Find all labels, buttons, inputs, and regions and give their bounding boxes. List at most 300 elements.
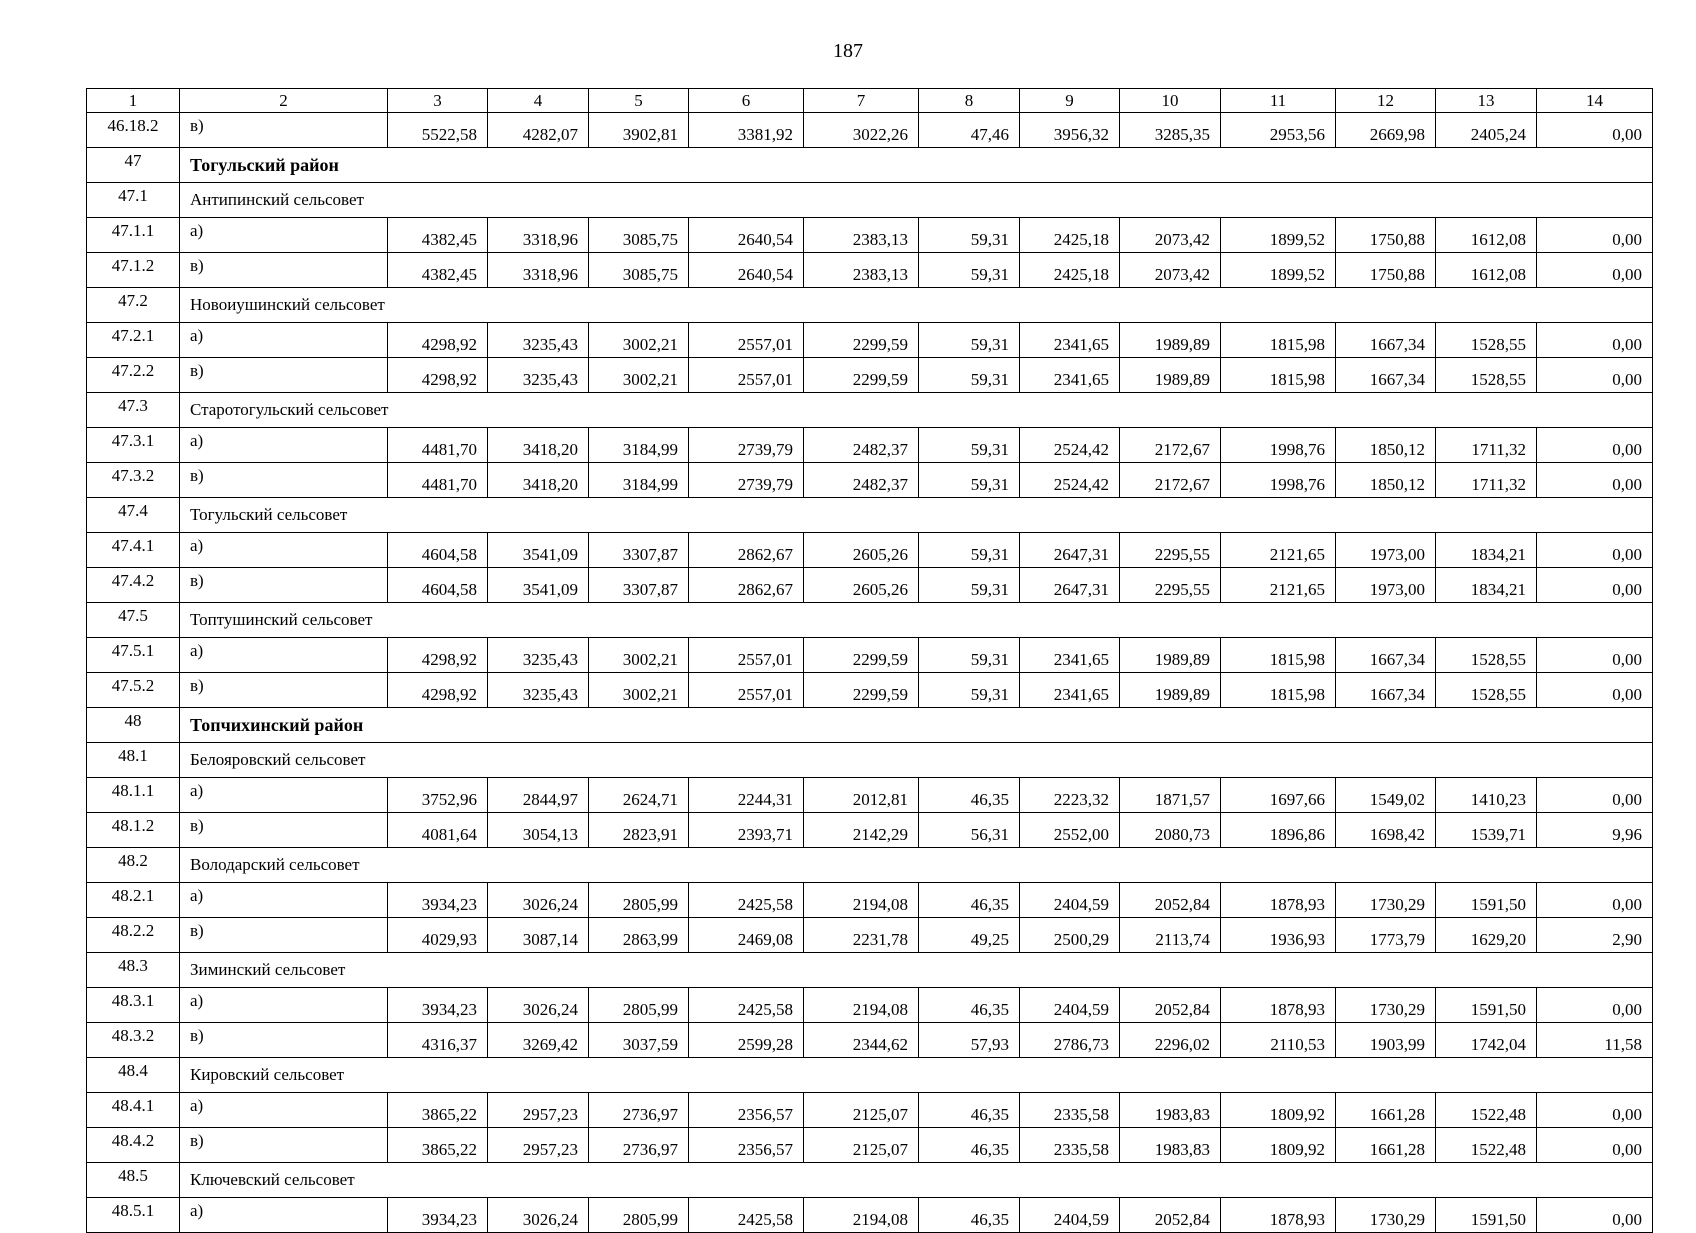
group-row xyxy=(87,498,1653,533)
value-cell: 3934,23 xyxy=(388,1198,488,1233)
value-cell: 3752,96 xyxy=(388,778,488,813)
value-cell: 2862,67 xyxy=(689,533,804,568)
value-cell: 4382,45 xyxy=(388,253,488,288)
value-cell: 1973,00 xyxy=(1336,568,1436,603)
header-cell: 3 xyxy=(388,89,488,113)
value-cell: 3285,35 xyxy=(1120,113,1221,148)
group-row xyxy=(87,393,1653,428)
value-cell: 46,35 xyxy=(919,1093,1020,1128)
value-cell: 1896,86 xyxy=(1221,813,1336,848)
value-cell: 2356,57 xyxy=(689,1093,804,1128)
row-number: 47.1.1 xyxy=(87,218,180,253)
value-cell: 1809,92 xyxy=(1221,1128,1336,1163)
value-cell: 3026,24 xyxy=(488,883,589,918)
table-row xyxy=(87,323,1653,358)
value-cell: 2244,31 xyxy=(689,778,804,813)
header-cell: 13 xyxy=(1436,89,1537,113)
value-cell: 1629,20 xyxy=(1436,918,1537,953)
value-cell: 1899,52 xyxy=(1221,218,1336,253)
value-cell: 2805,99 xyxy=(589,883,689,918)
value-cell: 3269,42 xyxy=(488,1023,589,1058)
council-title: Зиминский сельсовет xyxy=(180,953,1653,988)
row-number: 47.2.1 xyxy=(87,323,180,358)
value-cell: 2823,91 xyxy=(589,813,689,848)
row-letter: в) xyxy=(180,463,388,498)
value-cell: 3235,43 xyxy=(488,638,589,673)
value-cell: 2482,37 xyxy=(804,463,919,498)
value-cell: 2080,73 xyxy=(1120,813,1221,848)
row-number: 48.3 xyxy=(87,953,180,988)
district-title: Тогульский район xyxy=(180,148,1653,183)
row-number: 47.5 xyxy=(87,603,180,638)
value-cell: 9,96 xyxy=(1537,813,1653,848)
value-cell: 3902,81 xyxy=(589,113,689,148)
value-cell: 2172,67 xyxy=(1120,428,1221,463)
row-number: 48.2.1 xyxy=(87,883,180,918)
value-cell: 2425,58 xyxy=(689,1198,804,1233)
table-row xyxy=(87,1198,1653,1233)
value-cell: 1815,98 xyxy=(1221,323,1336,358)
row-number: 47.1 xyxy=(87,183,180,218)
header-cell: 12 xyxy=(1336,89,1436,113)
value-cell: 1549,02 xyxy=(1336,778,1436,813)
value-cell: 2194,08 xyxy=(804,883,919,918)
value-cell: 2739,79 xyxy=(689,428,804,463)
value-cell: 4081,64 xyxy=(388,813,488,848)
table-row xyxy=(87,778,1653,813)
value-cell: 2052,84 xyxy=(1120,988,1221,1023)
row-letter: в) xyxy=(180,253,388,288)
table-row xyxy=(87,883,1653,918)
value-cell: 3026,24 xyxy=(488,1198,589,1233)
value-cell: 2295,55 xyxy=(1120,568,1221,603)
value-cell: 3235,43 xyxy=(488,358,589,393)
value-cell: 1730,29 xyxy=(1336,988,1436,1023)
row-number: 47.4.1 xyxy=(87,533,180,568)
value-cell: 4282,07 xyxy=(488,113,589,148)
group-row xyxy=(87,148,1653,183)
value-cell: 1989,89 xyxy=(1120,638,1221,673)
value-cell: 2299,59 xyxy=(804,323,919,358)
value-cell: 1834,21 xyxy=(1436,568,1537,603)
value-cell: 1539,71 xyxy=(1436,813,1537,848)
row-letter: в) xyxy=(180,813,388,848)
value-cell: 2299,59 xyxy=(804,638,919,673)
value-cell: 59,31 xyxy=(919,463,1020,498)
row-letter: в) xyxy=(180,358,388,393)
value-cell: 0,00 xyxy=(1537,323,1653,358)
table-row xyxy=(87,1023,1653,1058)
group-row xyxy=(87,603,1653,638)
value-cell: 0,00 xyxy=(1537,568,1653,603)
row-number: 47.2 xyxy=(87,288,180,323)
value-cell: 1871,57 xyxy=(1120,778,1221,813)
value-cell: 4481,70 xyxy=(388,428,488,463)
header-cell: 8 xyxy=(919,89,1020,113)
value-cell: 3085,75 xyxy=(589,253,689,288)
value-cell: 2739,79 xyxy=(689,463,804,498)
header-cell: 6 xyxy=(689,89,804,113)
value-cell: 1612,08 xyxy=(1436,253,1537,288)
value-cell: 46,35 xyxy=(919,1128,1020,1163)
value-cell: 1711,32 xyxy=(1436,428,1537,463)
header-cell: 4 xyxy=(488,89,589,113)
value-cell: 2482,37 xyxy=(804,428,919,463)
council-title: Белояровский сельсовет xyxy=(180,743,1653,778)
page-number: 187 xyxy=(833,40,863,62)
value-cell: 1899,52 xyxy=(1221,253,1336,288)
value-cell: 4481,70 xyxy=(388,463,488,498)
value-cell: 2194,08 xyxy=(804,1198,919,1233)
value-cell: 2404,59 xyxy=(1020,1198,1120,1233)
value-cell: 1667,34 xyxy=(1336,358,1436,393)
row-letter: в) xyxy=(180,568,388,603)
value-cell: 2295,55 xyxy=(1120,533,1221,568)
row-number: 48 xyxy=(87,708,180,743)
value-cell: 59,31 xyxy=(919,218,1020,253)
value-cell: 3184,99 xyxy=(589,428,689,463)
value-cell: 2344,62 xyxy=(804,1023,919,1058)
value-cell: 3865,22 xyxy=(388,1128,488,1163)
header-cell: 11 xyxy=(1221,89,1336,113)
group-row xyxy=(87,743,1653,778)
value-cell: 3418,20 xyxy=(488,463,589,498)
value-cell: 2404,59 xyxy=(1020,883,1120,918)
value-cell: 3054,13 xyxy=(488,813,589,848)
value-cell: 2605,26 xyxy=(804,533,919,568)
value-cell: 2,90 xyxy=(1537,918,1653,953)
value-cell: 2736,97 xyxy=(589,1093,689,1128)
group-row xyxy=(87,848,1653,883)
value-cell: 3934,23 xyxy=(388,883,488,918)
value-cell: 3381,92 xyxy=(689,113,804,148)
value-cell: 59,31 xyxy=(919,253,1020,288)
value-cell: 46,35 xyxy=(919,1198,1020,1233)
value-cell: 1998,76 xyxy=(1221,463,1336,498)
value-cell: 59,31 xyxy=(919,568,1020,603)
value-cell: 1878,93 xyxy=(1221,1198,1336,1233)
value-cell: 49,25 xyxy=(919,918,1020,953)
value-cell: 3307,87 xyxy=(589,533,689,568)
value-cell: 0,00 xyxy=(1537,1093,1653,1128)
group-row xyxy=(87,1163,1653,1198)
table-row xyxy=(87,988,1653,1023)
value-cell: 0,00 xyxy=(1537,883,1653,918)
value-cell: 1989,89 xyxy=(1120,673,1221,708)
value-cell: 59,31 xyxy=(919,323,1020,358)
table-row xyxy=(87,568,1653,603)
district-title: Топчихинский район xyxy=(180,708,1653,743)
row-number: 47.1.2 xyxy=(87,253,180,288)
value-cell: 2552,00 xyxy=(1020,813,1120,848)
value-cell: 3085,75 xyxy=(589,218,689,253)
value-cell: 2194,08 xyxy=(804,988,919,1023)
value-cell: 2231,78 xyxy=(804,918,919,953)
row-number: 47.5.2 xyxy=(87,673,180,708)
row-letter: а) xyxy=(180,533,388,568)
value-cell: 59,31 xyxy=(919,428,1020,463)
value-cell: 0,00 xyxy=(1537,358,1653,393)
council-title: Тогульский сельсовет xyxy=(180,498,1653,533)
value-cell: 2957,23 xyxy=(488,1128,589,1163)
value-cell: 3002,21 xyxy=(589,358,689,393)
value-cell: 4298,92 xyxy=(388,358,488,393)
value-cell: 1661,28 xyxy=(1336,1093,1436,1128)
row-letter: в) xyxy=(180,1128,388,1163)
table-row xyxy=(87,253,1653,288)
row-letter: в) xyxy=(180,673,388,708)
value-cell: 1750,88 xyxy=(1336,218,1436,253)
value-cell: 1667,34 xyxy=(1336,323,1436,358)
value-cell: 1528,55 xyxy=(1436,358,1537,393)
value-cell: 2805,99 xyxy=(589,1198,689,1233)
value-cell: 3026,24 xyxy=(488,988,589,1023)
value-cell: 2862,67 xyxy=(689,568,804,603)
value-cell: 1591,50 xyxy=(1436,988,1537,1023)
value-cell: 1850,12 xyxy=(1336,428,1436,463)
value-cell: 1989,89 xyxy=(1120,358,1221,393)
group-row xyxy=(87,708,1653,743)
row-letter: а) xyxy=(180,988,388,1023)
value-cell: 5522,58 xyxy=(388,113,488,148)
value-cell: 2335,58 xyxy=(1020,1093,1120,1128)
row-letter: а) xyxy=(180,778,388,813)
value-cell: 2341,65 xyxy=(1020,638,1120,673)
value-cell: 4029,93 xyxy=(388,918,488,953)
value-cell: 2500,29 xyxy=(1020,918,1120,953)
value-cell: 3002,21 xyxy=(589,323,689,358)
value-cell: 2557,01 xyxy=(689,673,804,708)
row-letter: в) xyxy=(180,1023,388,1058)
value-cell: 1730,29 xyxy=(1336,883,1436,918)
value-cell: 2125,07 xyxy=(804,1093,919,1128)
value-cell: 1661,28 xyxy=(1336,1128,1436,1163)
value-cell: 1983,83 xyxy=(1120,1093,1221,1128)
value-cell: 0,00 xyxy=(1537,428,1653,463)
value-cell: 1591,50 xyxy=(1436,1198,1537,1233)
value-cell: 46,35 xyxy=(919,988,1020,1023)
value-cell: 2599,28 xyxy=(689,1023,804,1058)
value-cell: 2786,73 xyxy=(1020,1023,1120,1058)
value-cell: 2624,71 xyxy=(589,778,689,813)
value-cell: 3087,14 xyxy=(488,918,589,953)
value-cell: 2557,01 xyxy=(689,638,804,673)
value-cell: 2335,58 xyxy=(1020,1128,1120,1163)
row-letter: а) xyxy=(180,883,388,918)
group-row xyxy=(87,288,1653,323)
value-cell: 0,00 xyxy=(1537,533,1653,568)
value-cell: 2425,18 xyxy=(1020,253,1120,288)
row-letter: а) xyxy=(180,1093,388,1128)
value-cell: 2805,99 xyxy=(589,988,689,1023)
value-cell: 1667,34 xyxy=(1336,638,1436,673)
value-cell: 3541,09 xyxy=(488,568,589,603)
header-cell: 2 xyxy=(180,89,388,113)
table-row xyxy=(87,113,1653,148)
council-title: Старотогульский сельсовет xyxy=(180,393,1653,428)
table-body xyxy=(87,89,1653,1233)
value-cell: 2121,65 xyxy=(1221,533,1336,568)
value-cell: 1410,23 xyxy=(1436,778,1537,813)
row-number: 48.1 xyxy=(87,743,180,778)
value-cell: 2736,97 xyxy=(589,1128,689,1163)
council-title: Ключевский сельсовет xyxy=(180,1163,1653,1198)
value-cell: 2113,74 xyxy=(1120,918,1221,953)
header-cell: 14 xyxy=(1537,89,1653,113)
value-cell: 0,00 xyxy=(1537,638,1653,673)
value-cell: 2404,59 xyxy=(1020,988,1120,1023)
row-letter: в) xyxy=(180,113,388,148)
group-row xyxy=(87,1058,1653,1093)
value-cell: 3541,09 xyxy=(488,533,589,568)
table-row xyxy=(87,918,1653,953)
table-row xyxy=(87,463,1653,498)
value-cell: 59,31 xyxy=(919,533,1020,568)
value-cell: 1973,00 xyxy=(1336,533,1436,568)
value-cell: 3022,26 xyxy=(804,113,919,148)
value-cell: 3184,99 xyxy=(589,463,689,498)
row-number: 47.3.1 xyxy=(87,428,180,463)
value-cell: 2012,81 xyxy=(804,778,919,813)
header-row xyxy=(87,89,1653,113)
value-cell: 1667,34 xyxy=(1336,673,1436,708)
value-cell: 1697,66 xyxy=(1221,778,1336,813)
row-number: 48.3.2 xyxy=(87,1023,180,1058)
value-cell: 47,46 xyxy=(919,113,1020,148)
row-number: 48.4.2 xyxy=(87,1128,180,1163)
value-cell: 2341,65 xyxy=(1020,673,1120,708)
value-cell: 1528,55 xyxy=(1436,673,1537,708)
value-cell: 1612,08 xyxy=(1436,218,1537,253)
value-cell: 1742,04 xyxy=(1436,1023,1537,1058)
value-cell: 2223,32 xyxy=(1020,778,1120,813)
value-cell: 2647,31 xyxy=(1020,568,1120,603)
value-cell: 0,00 xyxy=(1537,463,1653,498)
row-number: 47.4.2 xyxy=(87,568,180,603)
value-cell: 46,35 xyxy=(919,778,1020,813)
council-title: Новоиушинский сельсовет xyxy=(180,288,1653,323)
row-letter: а) xyxy=(180,323,388,358)
table-row xyxy=(87,1093,1653,1128)
value-cell: 2669,98 xyxy=(1336,113,1436,148)
value-cell: 3865,22 xyxy=(388,1093,488,1128)
value-cell: 2957,23 xyxy=(488,1093,589,1128)
value-cell: 1711,32 xyxy=(1436,463,1537,498)
row-number: 47.3 xyxy=(87,393,180,428)
value-cell: 0,00 xyxy=(1537,1128,1653,1163)
value-cell: 2356,57 xyxy=(689,1128,804,1163)
value-cell: 1591,50 xyxy=(1436,883,1537,918)
value-cell: 4298,92 xyxy=(388,638,488,673)
value-cell: 1989,89 xyxy=(1120,323,1221,358)
group-row xyxy=(87,183,1653,218)
value-cell: 1850,12 xyxy=(1336,463,1436,498)
table-row xyxy=(87,218,1653,253)
value-cell: 4298,92 xyxy=(388,323,488,358)
row-number: 47 xyxy=(87,148,180,183)
value-cell: 1750,88 xyxy=(1336,253,1436,288)
value-cell: 2557,01 xyxy=(689,358,804,393)
value-cell: 2844,97 xyxy=(488,778,589,813)
table-row xyxy=(87,1128,1653,1163)
value-cell: 2953,56 xyxy=(1221,113,1336,148)
value-cell: 4604,58 xyxy=(388,568,488,603)
value-cell: 0,00 xyxy=(1537,778,1653,813)
value-cell: 1522,48 xyxy=(1436,1093,1537,1128)
value-cell: 3307,87 xyxy=(589,568,689,603)
value-cell: 1998,76 xyxy=(1221,428,1336,463)
value-cell: 2341,65 xyxy=(1020,358,1120,393)
value-cell: 3235,43 xyxy=(488,323,589,358)
value-cell: 3037,59 xyxy=(589,1023,689,1058)
value-cell: 2299,59 xyxy=(804,358,919,393)
value-cell: 2557,01 xyxy=(689,323,804,358)
value-cell: 57,93 xyxy=(919,1023,1020,1058)
value-cell: 0,00 xyxy=(1537,673,1653,708)
value-cell: 4298,92 xyxy=(388,673,488,708)
value-cell: 2524,42 xyxy=(1020,463,1120,498)
row-number: 48.2 xyxy=(87,848,180,883)
value-cell: 2640,54 xyxy=(689,253,804,288)
value-cell: 3956,32 xyxy=(1020,113,1120,148)
header-cell: 10 xyxy=(1120,89,1221,113)
value-cell: 0,00 xyxy=(1537,253,1653,288)
value-cell: 0,00 xyxy=(1537,218,1653,253)
value-cell: 1773,79 xyxy=(1336,918,1436,953)
value-cell: 2393,71 xyxy=(689,813,804,848)
value-cell: 2383,13 xyxy=(804,253,919,288)
value-cell: 4316,37 xyxy=(388,1023,488,1058)
value-cell: 2425,58 xyxy=(689,883,804,918)
value-cell: 56,31 xyxy=(919,813,1020,848)
row-number: 48.3.1 xyxy=(87,988,180,1023)
header-cell: 7 xyxy=(804,89,919,113)
value-cell: 2425,58 xyxy=(689,988,804,1023)
row-letter: а) xyxy=(180,1198,388,1233)
row-number: 48.5.1 xyxy=(87,1198,180,1233)
value-cell: 1698,42 xyxy=(1336,813,1436,848)
value-cell: 1903,99 xyxy=(1336,1023,1436,1058)
value-cell: 1528,55 xyxy=(1436,638,1537,673)
row-letter: а) xyxy=(180,218,388,253)
value-cell: 4382,45 xyxy=(388,218,488,253)
council-title: Антипинский сельсовет xyxy=(180,183,1653,218)
council-title: Топтушинский сельсовет xyxy=(180,603,1653,638)
row-number: 48.2.2 xyxy=(87,918,180,953)
value-cell: 1528,55 xyxy=(1436,323,1537,358)
value-cell: 2142,29 xyxy=(804,813,919,848)
value-cell: 0,00 xyxy=(1537,1198,1653,1233)
value-cell: 3418,20 xyxy=(488,428,589,463)
value-cell: 2524,42 xyxy=(1020,428,1120,463)
value-cell: 3934,23 xyxy=(388,988,488,1023)
row-letter: а) xyxy=(180,638,388,673)
value-cell: 2296,02 xyxy=(1120,1023,1221,1058)
group-row xyxy=(87,953,1653,988)
row-number: 48.4 xyxy=(87,1058,180,1093)
value-cell: 2125,07 xyxy=(804,1128,919,1163)
value-cell: 59,31 xyxy=(919,638,1020,673)
value-cell: 2640,54 xyxy=(689,218,804,253)
table-row xyxy=(87,533,1653,568)
value-cell: 1730,29 xyxy=(1336,1198,1436,1233)
value-cell: 2383,13 xyxy=(804,218,919,253)
value-cell: 2110,53 xyxy=(1221,1023,1336,1058)
row-number: 47.4 xyxy=(87,498,180,533)
header-cell: 5 xyxy=(589,89,689,113)
value-cell: 2647,31 xyxy=(1020,533,1120,568)
value-cell: 2605,26 xyxy=(804,568,919,603)
